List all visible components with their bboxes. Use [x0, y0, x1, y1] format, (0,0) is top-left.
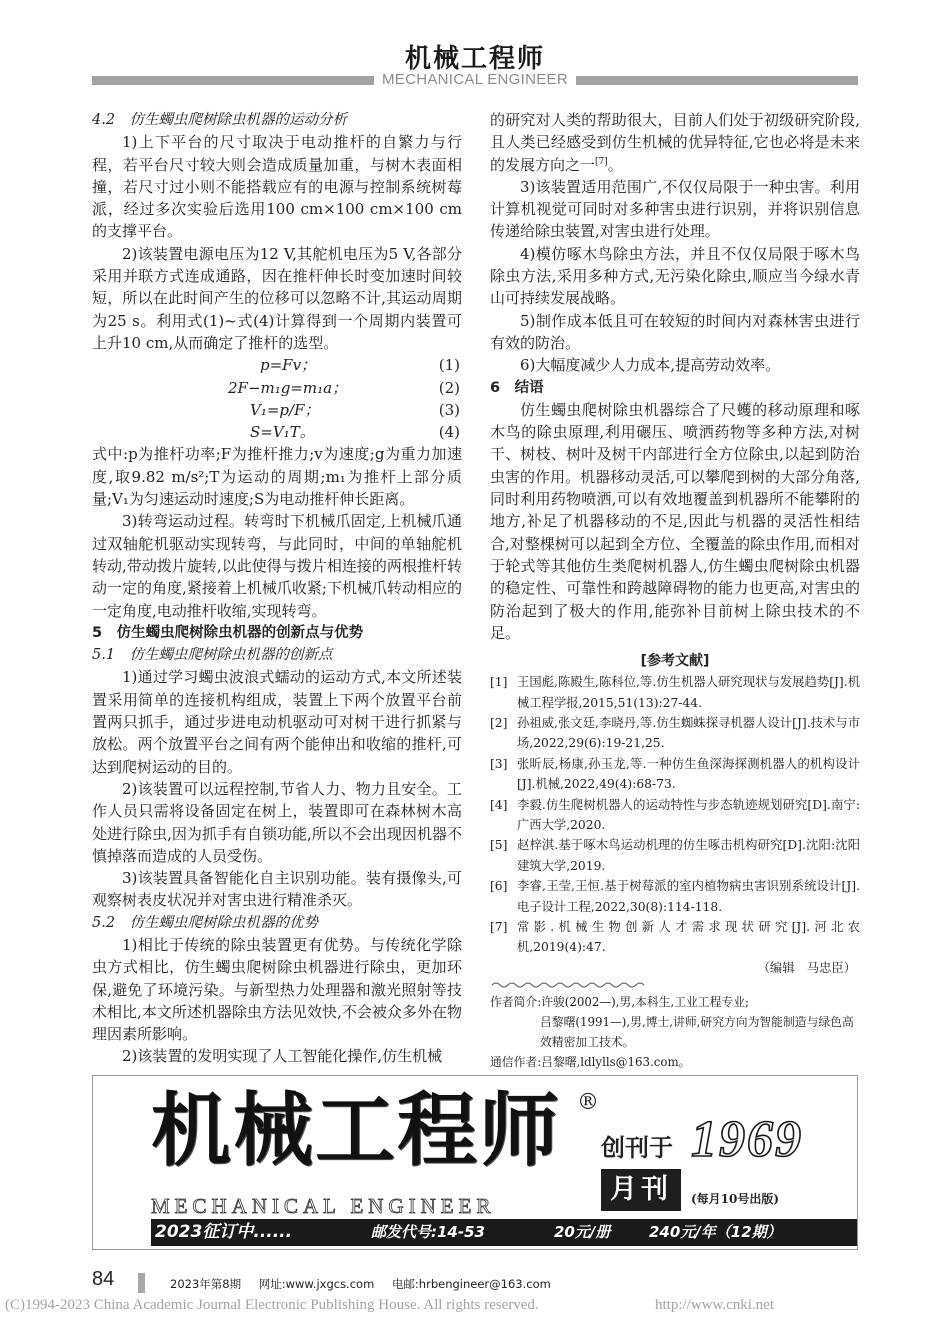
equation-number: (1): [438, 356, 460, 375]
author-bio-2: 吕黎曙(1991—),男,博士,讲师,研究方向为智能制造与绿色高效精密加工技术。: [540, 1014, 854, 1049]
references-list: [490, 672, 860, 958]
reference-number: [4]: [490, 797, 508, 812]
equation: [92, 399, 462, 421]
reference-number: [2]: [490, 715, 508, 730]
paragraph: 2)该装置可以远程控制,节省人力、物力且安全。工作人员只需将设备固定在树上，装置即可在森林树木高处进行除虫,因为抓手有自锁功能,所以不会出现因机器不慎掉落而造成的人员受伤。: [92, 779, 462, 865]
reference-text: 李睿,王莹,王恒.基于树莓派的室内植物病虫害识别系统设计[J].电子设计工程,2022,30(8):114-118.: [517, 879, 860, 914]
copyright-watermark: (C)1994-2023 China Academic Journal Electronic Publishing House. All rights reserved.: [5, 1297, 539, 1313]
reference-number: [5]: [490, 838, 508, 853]
header-band-right-bar: [576, 76, 858, 85]
ad-price-issue: 20元/册: [554, 1223, 611, 1241]
editor-credit: （编辑 马忠臣）: [757, 960, 856, 975]
reference-number: [1]: [490, 675, 508, 690]
equation-expression: S=V₁T。: [250, 423, 315, 442]
ad-publish-note: (每月10号出版): [691, 1192, 780, 1206]
reference-text: 王国彪,陈殿生,陈科位,等.仿生机器人研究现状与发展趋势[J].机械工程学报,2015,51(13):27-44.: [517, 675, 860, 710]
ad-subscription-bar: [151, 1219, 857, 1246]
reference-text: 孙祖威,张文廷,李晓丹,等.仿生蜘蛛探寻机器人设计[J].技术与市场,2022,29(6):19-21,25.: [517, 715, 860, 751]
footer-email: 电邮:hrbengineer@163.com: [391, 1277, 551, 1291]
paragraph: 1)上下平台的尺寸取决于电动推杆的自繁力与行程，若平台尺寸较大则会造成质量加重，与树木表面相撞，若尺寸过小则不能搭载应有的电源与控制系统树莓派，经过多次实验后选用100 cm×100 cm×100 cm的支撑平台。: [92, 133, 462, 241]
ad-english-title: MECHANICAL ENGINEER: [151, 1194, 496, 1218]
equation-expression: 2F−m₁g=m₁a；: [228, 378, 348, 397]
paragraph-continued: [490, 109, 860, 176]
equation: [92, 421, 462, 443]
footer-info: [170, 1276, 565, 1292]
ad-postal-code: 邮发代号:14-53: [371, 1223, 485, 1241]
paragraph: 4)模仿啄木鸟除虫方法，并且不仅仅局限于啄木鸟除虫方法,采用多种方式,无污染化除虫,顺应当今绿水青山可持续发展战略。: [490, 244, 860, 308]
paragraph: 2)该装置电源电压为12 V,其舵机电压为5 V,各部分采用并联方式连成通路，因在推杆伸长时变加速时间较短，所以在此时间产生的位移可以忽略不计,其运动周期为25 s。利用式(1)~式(4)计算得到一个周期内装置可上升10 cm,从而确定了推杆的选型。: [92, 244, 462, 352]
reference-item: [490, 754, 860, 795]
footer-issue: 2023年第8期: [170, 1277, 242, 1291]
equation-block: [92, 354, 462, 443]
paragraph-text: 的研究对人类的帮助很大，目前人们处于初级研究阶段,且人类已经感受到仿生机械的优异特征,它也必将是未来的发展方向之一: [490, 111, 860, 174]
conclusion-paragraph: 仿生蠋虫爬树除虫机器综合了尺蠖的移动原理和啄木鸟的除虫原理,利用碾压、喷洒药物等多种方法,对树干、树枝、树叶及树干内部进行全方位除虫,以起到防治虫害的作用。机器移动灵活,可以攀爬到树的大部分角落,同时利用药物喷洒,可以有效地覆盖到机器所不能攀附的地方,补足了机器移动的不足,因此与机器的灵活性相结合,对整棵树可以起到全方位、全覆盖的除虫作用,而相对于轮式等其他仿生类爬树机器人,仿生蠋虫爬树除虫机器的稳定性、可靠性和跨越障碍物的能力也更高,对害虫的防治起到了极大的作用,能弥补目前树上除虫技术的不足。: [490, 400, 860, 642]
footer-website: 网址:www.jxgcs.com: [258, 1277, 375, 1291]
reference-item: [490, 876, 860, 917]
equation-number: (2): [438, 378, 460, 397]
reference-item: [490, 795, 860, 836]
paragraph-end: 。: [607, 155, 623, 174]
registered-mark: ®: [577, 1090, 599, 1115]
citation-marker: [7]: [595, 156, 608, 167]
reference-item: [490, 672, 860, 713]
equation: [92, 377, 462, 399]
author-bio-1: 作者简介:许骏(2002—),男,本科生,工业工程专业;: [490, 994, 749, 1009]
reference-text: 赵梓淇.基于啄木鸟运动机理的仿生啄击机构研究[D].沈阳:沈阳建筑大学,2019.: [517, 838, 860, 873]
journal-title: 机械工程师: [404, 44, 545, 74]
paragraph: 2)该装置的发明实现了人工智能化操作,仿生机械: [122, 1047, 443, 1066]
section-heading-5: 5 仿生蠋虫爬树除虫机器的创新点与优势: [92, 624, 364, 641]
paragraph: 3)转弯运动过程。转弯时下机械爪固定,上机械爪通过双轴舵机驱动实现转弯，与此同时，中间的单轴舵机转动,带动拨片旋转,以此使得与拨片相连接的两根推杆转动一定的角度,紧接着上机械爪收紧;下机械爪转动相应的一定角度,电动推杆收缩,实现转弯。: [92, 512, 462, 620]
equation-number: (4): [438, 423, 460, 442]
reference-text: 常影.机械生物创新人才需求现状研究[J].河北农机,2019(4):47.: [517, 920, 860, 955]
reference-item: [490, 713, 860, 754]
corresponding-author: 通信作者:吕黎曙,ldlylls@163.com。: [490, 1054, 691, 1069]
equation-number: (3): [438, 400, 460, 419]
ad-subscribe-text: 2023征订中......: [155, 1222, 293, 1242]
paragraph: 5)制作成本低且可在较短的时间内对森林害虫进行有效的防治。: [490, 311, 860, 352]
header-band-left-bar: [92, 76, 374, 85]
section-heading-6: 6 结语: [490, 379, 544, 396]
ad-price-year: 240元/年（12期）: [649, 1223, 782, 1241]
journal-advertisement: [92, 1075, 858, 1250]
paragraph: 6)大幅度减少人力成本,提高劳动效率。: [520, 356, 781, 375]
reference-number: [6]: [490, 879, 508, 894]
footer-separator: [138, 1273, 145, 1293]
ad-calligraphy-title: 机械工程师: [151, 1083, 561, 1177]
equation: [92, 354, 462, 376]
paragraph: 1)相比于传统的除虫装置更有优势。与传统化学除虫方式相比，仿生蠋虫爬树除虫机器进行除虫，更加环保,避免了环境污染。与新型热力处理器和激光照射等技术相比,本文所述机器除虫方法见效快,不会被众多外在物理因素所影响。: [92, 935, 462, 1044]
section-heading-5-2: 5.2 仿生蠋虫爬树除虫机器的优势: [92, 914, 319, 931]
reference-number: [7]: [490, 920, 508, 934]
reference-number: [3]: [490, 756, 508, 771]
right-column: [490, 109, 860, 1071]
equation-expression: V₁=p/F；: [250, 400, 320, 419]
header-band: [92, 72, 858, 88]
reference-text: 李毅.仿生爬树机器人的运动特性与步态轨迹规划研究[D].南宁:广西大学,2020.: [517, 797, 860, 832]
section-heading-5-1: 5.1 仿生蠋虫爬树除虫机器的创新点: [92, 647, 333, 664]
reference-item: [490, 917, 860, 958]
cnki-url-watermark: http://www.cnki.net: [655, 1297, 775, 1313]
reference-item: [490, 835, 860, 876]
ad-since-year: 1969: [691, 1111, 803, 1168]
reference-text: 张昕辰,杨康,孙玉龙,等.一种仿生鱼深海探测机器人的机构设计[J].机械,2022,49(4):68-73.: [517, 756, 860, 792]
paragraph: 1)通过学习蠋虫波浪式蠕动的运动方式,本文所述装置采用简单的连接机构组成，装置上下两个放置平台前置两只抓手，通过步进电动机驱动可对树干进行抓紧与放松。两个放置平台之间有两个能伸出和收缩的推杆,可达到爬树运动的目的。: [92, 668, 462, 776]
left-column: [92, 109, 462, 1071]
page-number: 84: [92, 1268, 115, 1290]
wavy-divider: [490, 980, 650, 990]
references-title: [参考文献]: [640, 653, 710, 670]
paragraph: 3)该装置适用范围广,不仅仅局限于一种虫害。利用计算机视觉可同时对多种害虫进行识别，并将识别信息传递给除虫装置,对害虫进行处理。: [490, 177, 860, 241]
ad-since-label: 创刊于: [601, 1133, 673, 1162]
ad-frequency-badge: 月刊: [601, 1169, 681, 1211]
journal-subtitle: MECHANICAL ENGINEER: [381, 71, 568, 88]
section-heading-4-2: 4.2 仿生蠋虫爬树除虫机器的运动分析: [92, 112, 348, 128]
variable-definitions: 式中:p为推杆功率;F为推杆推力;v为速度;g为重力加速度,取9.82 m/s²;T为运动的周期;m₁为推杆上部分质量;V₁为匀速运动时速度;S为电动推杆伸长距离。: [92, 445, 462, 509]
equation-expression: p=Fv；: [260, 356, 317, 375]
paragraph: 3)该装置具备智能化自主识别功能。装有摄像头,可观察树表皮状况并对害虫进行精准杀灭。: [92, 869, 462, 910]
